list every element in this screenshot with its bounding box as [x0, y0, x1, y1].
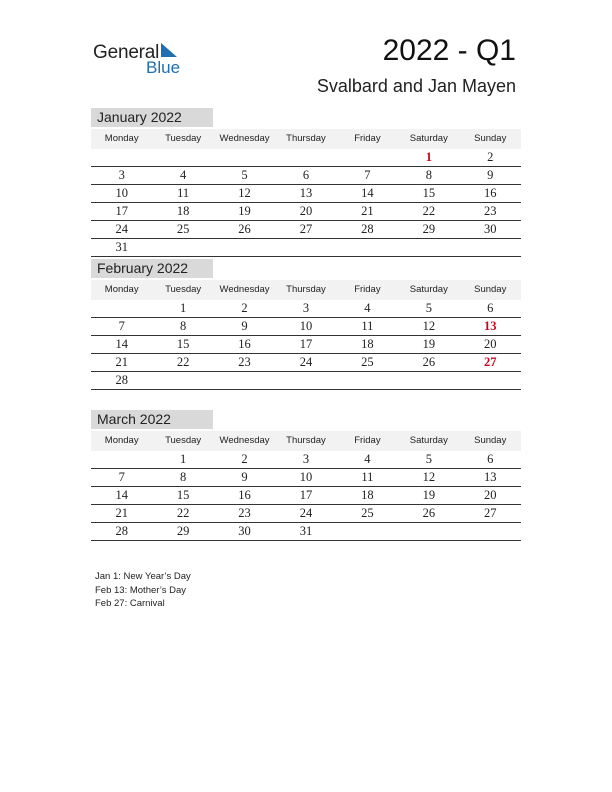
day-cell: 5	[241, 168, 248, 182]
week-row	[91, 203, 521, 221]
week-row	[91, 318, 521, 336]
day-cell: 23	[238, 355, 251, 369]
weekday-label: Saturday	[409, 435, 448, 446]
logo-general-text: General	[93, 42, 160, 63]
day-cell: 16	[238, 337, 251, 351]
holiday-notes	[95, 570, 191, 611]
day-cell: 13	[483, 470, 497, 484]
day-cell	[275, 239, 336, 256]
week-row	[91, 336, 521, 354]
day-cell: 24	[299, 355, 313, 369]
day-cell: 17	[299, 337, 313, 351]
day-cell: 7	[118, 319, 125, 333]
day-cell: 2	[241, 452, 248, 466]
day-cell: 7	[118, 470, 125, 484]
week-row	[91, 354, 521, 372]
day-cell: 29	[422, 222, 436, 236]
week-row	[91, 487, 521, 505]
day-cell: 24	[299, 506, 313, 520]
weekday-header-row	[91, 431, 521, 451]
day-cell	[152, 239, 213, 256]
day-cell: 9	[241, 319, 248, 333]
day-cell: 20	[299, 204, 313, 218]
day-cell: 12	[422, 470, 436, 484]
day-cell: 21	[115, 355, 128, 369]
week-row	[91, 469, 521, 487]
weekday-label: Thursday	[286, 435, 326, 446]
month-january	[91, 108, 521, 257]
month-march	[91, 410, 521, 541]
day-cell	[214, 239, 275, 256]
day-cell	[460, 523, 521, 540]
day-cell: 19	[422, 488, 436, 502]
day-cell: 9	[487, 168, 494, 182]
weekday-label: Monday	[104, 133, 139, 144]
weekday-label: Saturday	[409, 133, 448, 144]
day-cell: 14	[115, 488, 128, 502]
day-cell: 10	[115, 186, 128, 200]
weekday-label: Monday	[104, 284, 139, 295]
day-cell: 4	[364, 452, 371, 466]
day-cell: 18	[361, 488, 374, 502]
day-cell	[337, 239, 398, 256]
day-cell	[91, 300, 152, 317]
day-cell: 31	[299, 524, 313, 538]
day-cell: 11	[361, 470, 374, 484]
day-cell: 3	[302, 301, 310, 315]
day-cell: 8	[425, 168, 432, 182]
day-cell: 1	[425, 150, 432, 164]
day-cell	[398, 239, 459, 256]
weekday-label: Wednesday	[219, 133, 270, 144]
day-cell	[460, 239, 521, 256]
month-title: February 2022	[91, 259, 213, 278]
day-cell: 12	[422, 319, 436, 333]
day-cell	[91, 451, 152, 468]
day-cell: 19	[238, 204, 251, 218]
week-row	[91, 221, 521, 239]
weekday-label: Friday	[354, 284, 381, 295]
day-cell	[275, 149, 336, 166]
day-cell: 24	[115, 222, 128, 236]
day-cell: 15	[422, 186, 436, 200]
weekday-label: Friday	[354, 435, 381, 446]
day-cell: 27	[483, 355, 497, 369]
day-cell: 7	[364, 168, 371, 182]
weekday-label: Monday	[104, 435, 139, 446]
generalblue-logo	[93, 40, 193, 80]
day-cell: 31	[115, 240, 128, 254]
day-cell: 4	[364, 301, 371, 315]
quarter-title: 2022 - Q1	[382, 34, 516, 67]
day-cell: 19	[422, 337, 436, 351]
week-row	[91, 505, 521, 523]
day-cell: 15	[176, 337, 190, 351]
week-row	[91, 149, 521, 167]
day-cell: 30	[483, 222, 497, 236]
day-cell: 18	[361, 337, 374, 351]
day-cell: 21	[115, 506, 128, 520]
day-cell: 25	[361, 355, 374, 369]
week-row	[91, 239, 521, 257]
day-cell: 22	[422, 204, 436, 218]
day-cell: 15	[176, 488, 190, 502]
day-cell: 23	[238, 506, 251, 520]
day-cell: 6	[487, 301, 494, 315]
day-cell: 17	[115, 204, 128, 218]
day-cell: 28	[361, 222, 374, 236]
day-cell: 3	[302, 452, 310, 466]
weekday-label: Wednesday	[219, 284, 270, 295]
day-cell: 21	[361, 204, 374, 218]
month-february	[91, 259, 521, 390]
day-cell: 27	[483, 506, 497, 520]
weekday-label: Tuesday	[165, 133, 202, 144]
day-cell: 23	[483, 204, 497, 218]
day-cell: 25	[361, 506, 374, 520]
weekday-label: Tuesday	[165, 284, 202, 295]
holiday-note: Feb 13: Mother’s Day	[95, 584, 186, 596]
day-cell: 10	[299, 319, 313, 333]
weekday-label: Sunday	[474, 133, 507, 144]
day-cell: 6	[302, 168, 310, 182]
weekday-label: Tuesday	[165, 435, 202, 446]
weekday-label: Sunday	[474, 284, 507, 295]
logo-triangle-icon	[161, 43, 177, 57]
holiday-note: Jan 1: New Year’s Day	[95, 571, 191, 582]
day-cell	[275, 372, 336, 389]
day-cell: 20	[483, 337, 497, 351]
day-cell: 18	[176, 204, 190, 218]
day-cell	[337, 149, 398, 166]
day-cell: 8	[180, 470, 187, 484]
week-row	[91, 185, 521, 203]
day-cell: 9	[241, 470, 248, 484]
weekday-label: Sunday	[474, 435, 507, 446]
month-title: January 2022	[91, 108, 213, 127]
weekday-label: Thursday	[286, 133, 326, 144]
week-row	[91, 167, 521, 185]
day-cell: 1	[180, 301, 187, 315]
country-name: Svalbard and Jan Mayen	[316, 76, 516, 96]
day-cell: 2	[241, 301, 248, 315]
day-cell: 30	[238, 524, 251, 538]
day-cell: 28	[115, 373, 128, 387]
weekday-label: Saturday	[409, 284, 448, 295]
day-cell: 5	[425, 301, 432, 315]
day-cell: 26	[422, 355, 436, 369]
day-cell: 28	[115, 524, 128, 538]
day-cell	[152, 372, 213, 389]
day-cell: 11	[177, 186, 190, 200]
week-row	[91, 523, 521, 541]
weekday-header-row	[91, 280, 521, 300]
day-cell: 20	[483, 488, 497, 502]
day-cell: 12	[238, 186, 251, 200]
weekday-label: Friday	[354, 133, 381, 144]
day-cell: 10	[299, 470, 313, 484]
logo-blue-text: Blue	[146, 58, 181, 77]
day-cell: 26	[422, 506, 436, 520]
weekday-header-row	[91, 129, 521, 149]
day-cell	[214, 149, 275, 166]
day-cell	[91, 149, 152, 166]
week-row	[91, 372, 521, 390]
day-cell: 14	[361, 186, 374, 200]
day-cell: 29	[176, 524, 190, 538]
day-cell	[337, 523, 398, 540]
day-cell: 4	[180, 168, 187, 182]
day-cell: 6	[487, 452, 494, 466]
week-row	[91, 451, 521, 469]
day-cell: 25	[176, 222, 190, 236]
weekday-label: Thursday	[286, 284, 326, 295]
day-cell: 5	[425, 452, 432, 466]
day-cell: 26	[238, 222, 251, 236]
day-cell: 16	[483, 186, 497, 200]
day-cell	[214, 372, 275, 389]
day-cell: 1	[180, 452, 187, 466]
day-cell: 13	[299, 186, 313, 200]
day-cell: 13	[483, 319, 497, 333]
day-cell: 14	[115, 337, 128, 351]
day-cell: 22	[176, 506, 190, 520]
day-cell	[460, 372, 521, 389]
day-cell	[152, 149, 213, 166]
month-title: March 2022	[91, 410, 213, 429]
day-cell: 22	[176, 355, 190, 369]
day-cell: 8	[180, 319, 187, 333]
day-cell: 3	[118, 168, 125, 182]
week-row	[91, 300, 521, 318]
day-cell: 16	[238, 488, 251, 502]
holiday-note: Feb 27: Carnival	[95, 598, 165, 609]
weekday-label: Wednesday	[219, 435, 270, 446]
day-cell: 11	[361, 319, 374, 333]
day-cell	[337, 372, 398, 389]
day-cell	[398, 372, 459, 389]
day-cell: 27	[299, 222, 313, 236]
day-cell: 2	[487, 150, 494, 164]
day-cell: 17	[299, 488, 313, 502]
day-cell	[398, 523, 459, 540]
